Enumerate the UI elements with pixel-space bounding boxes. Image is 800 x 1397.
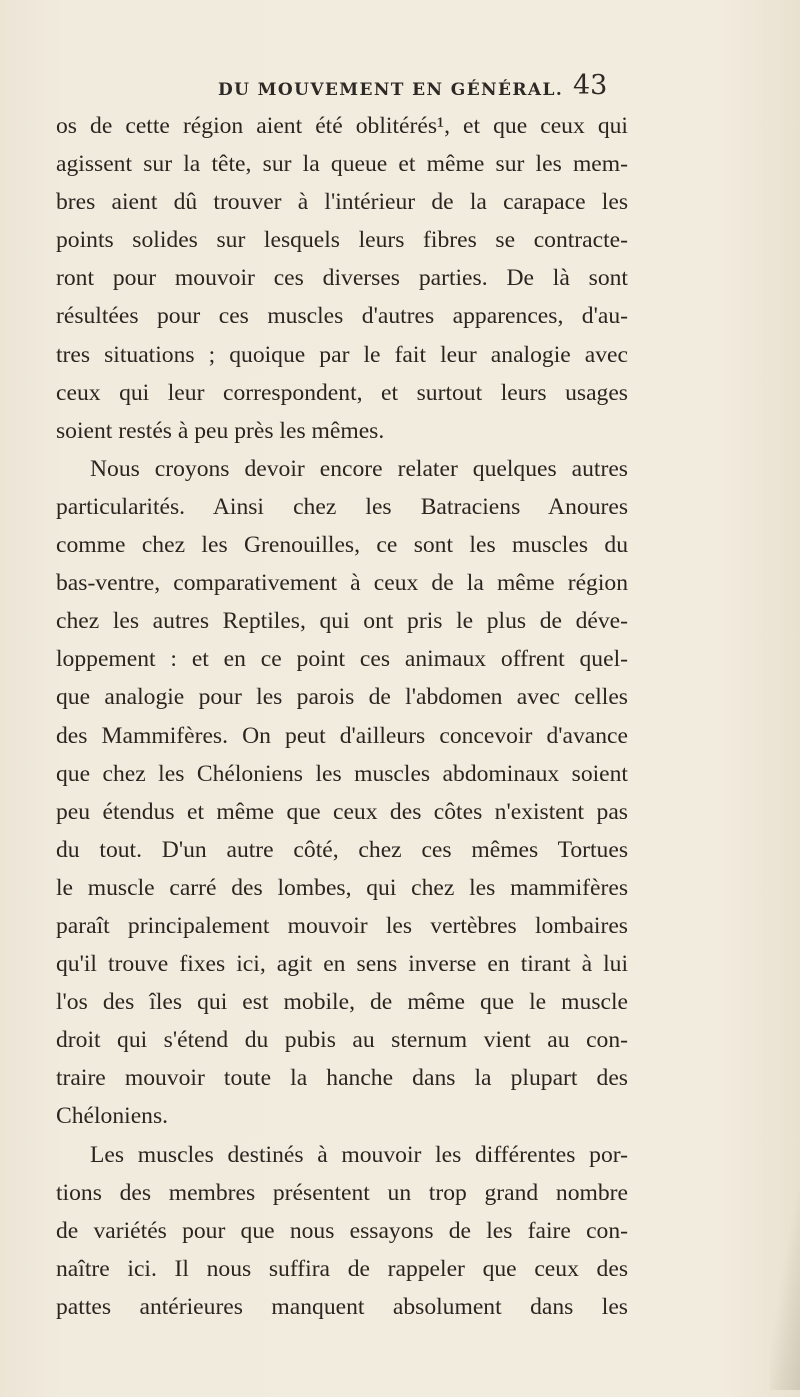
text-line-paragraph-end: soient restés à peu près les mêmes.	[56, 417, 385, 444]
text-line: l'os des îles qui est mobile, de même que le muscle	[56, 989, 628, 1016]
text-line: os de cette région aient été oblitérés¹, et que ceux qui	[56, 113, 628, 139]
text-line: naître ici. Il nous suffira de rappeler que ceux des	[56, 1255, 628, 1282]
text-line: tres situations ; quoique par le fait leur analogie avec	[56, 341, 628, 368]
running-head: DU MOUVEMENT EN GÉNÉRAL.	[218, 80, 564, 100]
text-line: de variétés pour que nous essayons de les faire con-	[56, 1217, 628, 1244]
text-line: ceux qui leur correspondent, et surtout leurs usages	[56, 379, 628, 406]
text-line: peu étendus et même que ceux des côtes n'existent pas	[56, 798, 628, 825]
text-line: que analogie pour les parois de l'abdomen avec celles	[56, 684, 628, 711]
text-line: points solides sur lesquels leurs fibres se contracte-	[56, 227, 628, 254]
text-line: bres aient dû trouver à l'intérieur de la carapace les	[56, 189, 628, 216]
text-line: tions des membres présentent un trop grand nombre	[56, 1179, 628, 1206]
body-text	[56, 107, 628, 1326]
text-line: que chez les Chéloniens les muscles abdominaux soient	[56, 760, 628, 787]
text-line: paraît principalement mouvoir les vertèbres lombaires	[56, 912, 628, 939]
text-line: traire mouvoir toute la hanche dans la plupart des	[56, 1065, 628, 1092]
text-line: particularités. Ainsi chez les Batraciens Anoures	[56, 493, 628, 520]
text-line: des Mammifères. On peut d'ailleurs concevoir d'avance	[56, 722, 628, 749]
text-line-paragraph-start: Les muscles destinés à mouvoir les différentes por-	[90, 1141, 628, 1168]
page-number: 43	[573, 70, 608, 101]
text-line: résultées pour ces muscles d'autres apparences, d'au-	[56, 303, 628, 330]
text-line: le muscle carré des lombes, qui chez les mammifères	[56, 874, 628, 901]
text-line-paragraph-start: Nous croyons devoir encore relater quelques autres	[90, 455, 628, 482]
text-line: loppement : et en ce point ces animaux offrent quel-	[56, 646, 628, 673]
text-line: chez les autres Reptiles, qui ont pris le plus de déve-	[56, 608, 628, 635]
text-line: droit qui s'étend du pubis au sternum vient au con-	[56, 1027, 628, 1054]
page-edge-shadow	[770, 1190, 800, 1390]
text-line: pattes antérieures manquent absolument dans les	[56, 1293, 628, 1320]
text-line: comme chez les Grenouilles, ce sont les muscles du	[56, 532, 628, 559]
text-line: qu'il trouve fixes ici, agit en sens inverse en tirant à lui	[56, 951, 628, 978]
text-line: bas-ventre, comparativement à ceux de la même région	[56, 570, 628, 597]
text-line-paragraph-end: Chéloniens.	[56, 1103, 169, 1130]
text-line: agissent sur la tête, sur la queue et même sur les mem-	[56, 151, 628, 178]
text-line: du tout. D'un autre côté, chez ces mêmes Tortues	[56, 836, 628, 863]
text-line: ront pour mouvoir ces diverses parties. De là sont	[56, 265, 628, 292]
